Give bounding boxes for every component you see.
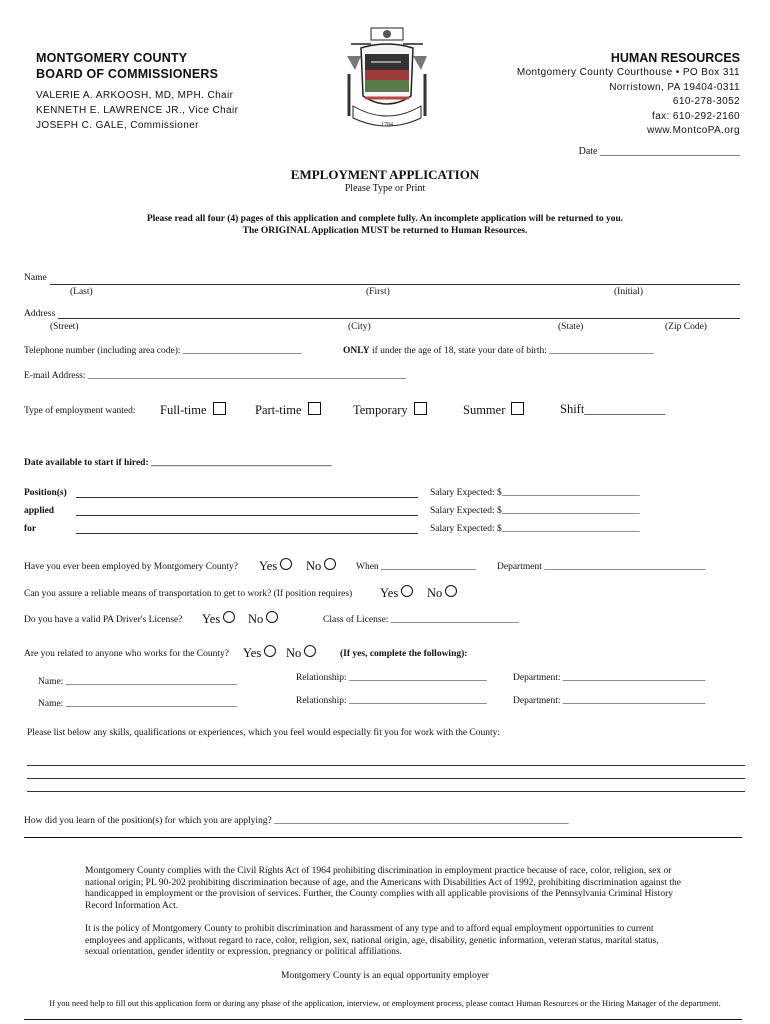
address-city-caption: (City) xyxy=(348,322,371,332)
org-line2: BOARD OF COMMISSIONERS xyxy=(36,67,219,81)
shift-field[interactable]: Shift_____________ xyxy=(560,402,666,416)
relative-department-field-1[interactable]: Department: ______________________________ xyxy=(513,673,706,683)
license-no-label: No xyxy=(248,612,264,626)
name-last-caption: (Last) xyxy=(70,287,93,297)
transport-no-label: No xyxy=(427,586,443,600)
employed-no-radio[interactable] xyxy=(324,558,336,570)
transport-yes-radio[interactable] xyxy=(401,585,413,597)
relative-name-field-2[interactable]: Name: ____________________________________ xyxy=(38,699,237,709)
hr-address-2: Norristown, PA 19404-0311 xyxy=(609,81,740,93)
position-input-1[interactable] xyxy=(76,497,418,498)
name-first-caption: (First) xyxy=(366,287,390,297)
position-input-2[interactable] xyxy=(76,515,418,516)
parttime-label: Part-time xyxy=(255,403,302,417)
temporary-checkbox[interactable] xyxy=(414,402,427,415)
fulltime-checkbox[interactable] xyxy=(213,402,226,415)
employed-no-option[interactable] xyxy=(306,558,336,574)
related-no-label: No xyxy=(286,646,302,660)
address-zip-caption: (Zip Code) xyxy=(665,322,707,332)
date-field[interactable]: Date ____________________________ xyxy=(578,146,740,157)
form-title: EMPLOYMENT APPLICATION xyxy=(290,167,480,182)
employed-yes-option[interactable] xyxy=(259,558,292,574)
transport-yes-option[interactable] xyxy=(380,585,413,601)
related-note: (If yes, complete the following): xyxy=(340,649,468,659)
email-field[interactable]: E-mail Address: ___________________________________________________________________ xyxy=(24,371,407,381)
fulltime-label: Full-time xyxy=(160,403,207,417)
relative-relationship-field-2[interactable]: Relationship: _____________________________ xyxy=(296,696,487,706)
svg-text:1784: 1784 xyxy=(381,122,393,128)
related-question: Are you related to anyone who works for the County? xyxy=(24,649,229,659)
address-street-caption: (Street) xyxy=(50,322,79,332)
license-question: Do you have a valid PA Driver's License? xyxy=(24,615,183,625)
hr-website[interactable]: www.MontcoPA.org xyxy=(647,125,740,136)
employed-department-field[interactable]: Department __________________________________ xyxy=(497,562,706,572)
dob-label: if under the age of 18, state your date of birth: ______________________ xyxy=(369,346,654,356)
related-no-radio[interactable] xyxy=(304,645,316,657)
transport-no-option[interactable] xyxy=(427,585,457,601)
relative-relationship-field-1[interactable]: Relationship: _____________________________ xyxy=(296,673,487,683)
license-no-option[interactable] xyxy=(248,611,278,627)
salary-field-2[interactable]: Salary Expected: $_____________________________ xyxy=(430,506,640,516)
related-yes-label: Yes xyxy=(243,646,262,660)
positions-label-1: Position(s) xyxy=(24,488,67,498)
hr-phone: 610-278-3052 xyxy=(672,96,740,107)
positions-label-2: applied xyxy=(24,506,55,516)
parttime-checkbox[interactable] xyxy=(308,402,321,415)
transport-no-radio[interactable] xyxy=(445,585,457,597)
employed-question: Have you ever been employed by Montgomery County? xyxy=(24,562,238,572)
address-input-line[interactable] xyxy=(58,318,740,319)
address-state-caption: (State) xyxy=(558,322,584,332)
form-subtitle: Please Type or Print xyxy=(344,183,426,194)
license-yes-label: Yes xyxy=(202,612,221,626)
hr-fax: fax: 610-292-2160 xyxy=(652,110,740,122)
employment-type-label: Type of employment wanted: xyxy=(24,406,136,416)
county-seal-logo xyxy=(341,26,433,134)
license-class-field[interactable]: Class of License: ___________________________ xyxy=(323,615,520,625)
instruction-line-2: The ORIGINAL Application MUST be returned to Human Resources. xyxy=(242,226,528,236)
salary-field-3[interactable]: Salary Expected: $_____________________________ xyxy=(430,524,640,534)
summer-label: Summer xyxy=(463,403,506,417)
license-yes-radio[interactable] xyxy=(223,611,235,623)
summer-option[interactable] xyxy=(463,402,524,418)
relative-department-field-2[interactable]: Department: ______________________________ xyxy=(513,696,706,706)
harassment-policy: It is the policy of Montgomery County to prohibit discrimination and harassment of any type and to afford equal employment opportunities to current employees and applicants, without regard to race, color, religion, sex, national origin, age, disability, genetic information, veteran status, marital status, sexual orientation, gender identity or expression, pregnancy or political affiliations. xyxy=(85,924,659,957)
employed-yes-radio[interactable] xyxy=(280,558,292,570)
dob-field[interactable] xyxy=(343,346,654,356)
dob-only-emphasis: ONLY xyxy=(343,346,370,356)
bottom-divider xyxy=(24,1019,742,1020)
civil-rights-policy: Montgomery County complies with the Civil Rights Act of 1964 prohibiting discrimination in employment practice because of race, color, religion, sex or national origin; PL 90-202 prohibiting discrimination because of age, and the Americans with Disabilities Act of 1992, prohibiting discrimination against the handicapped in employment or the provision of services. Further, the County complies with all applicable provisions of the Pennsylvania Criminal History Record Information Act. xyxy=(85,866,681,911)
hr-address-1: Montgomery County Courthouse • PO Box 311 xyxy=(516,67,740,78)
positions-label-3: for xyxy=(24,524,37,534)
employed-yes-label: Yes xyxy=(259,559,278,573)
commissioner-3: JOSEPH C. GALE, Commissioner xyxy=(36,120,199,131)
fulltime-option[interactable] xyxy=(160,402,226,418)
telephone-field[interactable]: Telephone number (including area code): _________________________ xyxy=(24,346,302,356)
related-yes-option[interactable] xyxy=(243,645,276,661)
county-board-block xyxy=(36,50,238,133)
commissioner-1: VALERIE A. ARKOOSH, MD, MPH. Chair xyxy=(36,90,234,101)
license-yes-option[interactable] xyxy=(202,611,235,627)
temporary-option[interactable] xyxy=(353,402,427,418)
hr-contact-block xyxy=(517,50,740,139)
instructions xyxy=(0,213,770,237)
section-divider xyxy=(24,837,742,838)
related-yes-radio[interactable] xyxy=(264,645,276,657)
name-label: Name xyxy=(24,273,47,283)
skills-line-3[interactable] xyxy=(27,791,745,792)
address-label: Address xyxy=(24,309,56,319)
org-line1: MONTGOMERY COUNTY xyxy=(36,51,188,65)
transport-question: Can you assure a reliable means of transportation to get to work? (If position requires) xyxy=(24,589,353,599)
employed-no-label: No xyxy=(306,559,322,573)
skills-line-2[interactable] xyxy=(27,778,745,779)
instruction-line-1: Please read all four (4) pages of this application and complete fully. An incomplete application will be returned to you. xyxy=(146,214,624,224)
relative-name-field-1[interactable]: Name: ____________________________________ xyxy=(38,677,237,687)
summer-checkbox[interactable] xyxy=(511,402,524,415)
commissioner-2: KENNETH E. LAWRENCE JR., Vice Chair xyxy=(36,105,239,116)
position-input-3[interactable] xyxy=(76,533,418,534)
name-initial-caption: (Initial) xyxy=(614,287,644,297)
hr-dept-title: HUMAN RESOURCES xyxy=(610,51,740,65)
transport-yes-label: Yes xyxy=(380,586,399,600)
name-input-line[interactable] xyxy=(50,284,740,285)
employed-when-field[interactable]: When ____________________ xyxy=(356,562,477,572)
related-no-option[interactable] xyxy=(286,645,316,661)
eoe-statement: Montgomery County is an equal opportunity employer xyxy=(281,971,489,981)
parttime-option[interactable] xyxy=(255,402,321,418)
learn-field[interactable]: How did you learn of the position(s) for which you are applying? ______________________________________________________________ xyxy=(24,816,569,826)
skills-line-1[interactable] xyxy=(27,765,745,766)
salary-field-1[interactable]: Salary Expected: $_____________________________ xyxy=(430,488,640,498)
help-footer: If you need help to fill out this application form or during any phase of the application, interview, or employment process, please contact Human Resources or the Hiring Manager of the department. xyxy=(49,998,721,1008)
temporary-label: Temporary xyxy=(353,403,408,417)
skills-label: Please list below any skills, qualifications or experiences, which you feel would especially fit you for work with the County: xyxy=(27,728,501,738)
date-available-field[interactable]: Date available to start if hired: ______________________________________ xyxy=(24,458,332,468)
license-no-radio[interactable] xyxy=(266,611,278,623)
